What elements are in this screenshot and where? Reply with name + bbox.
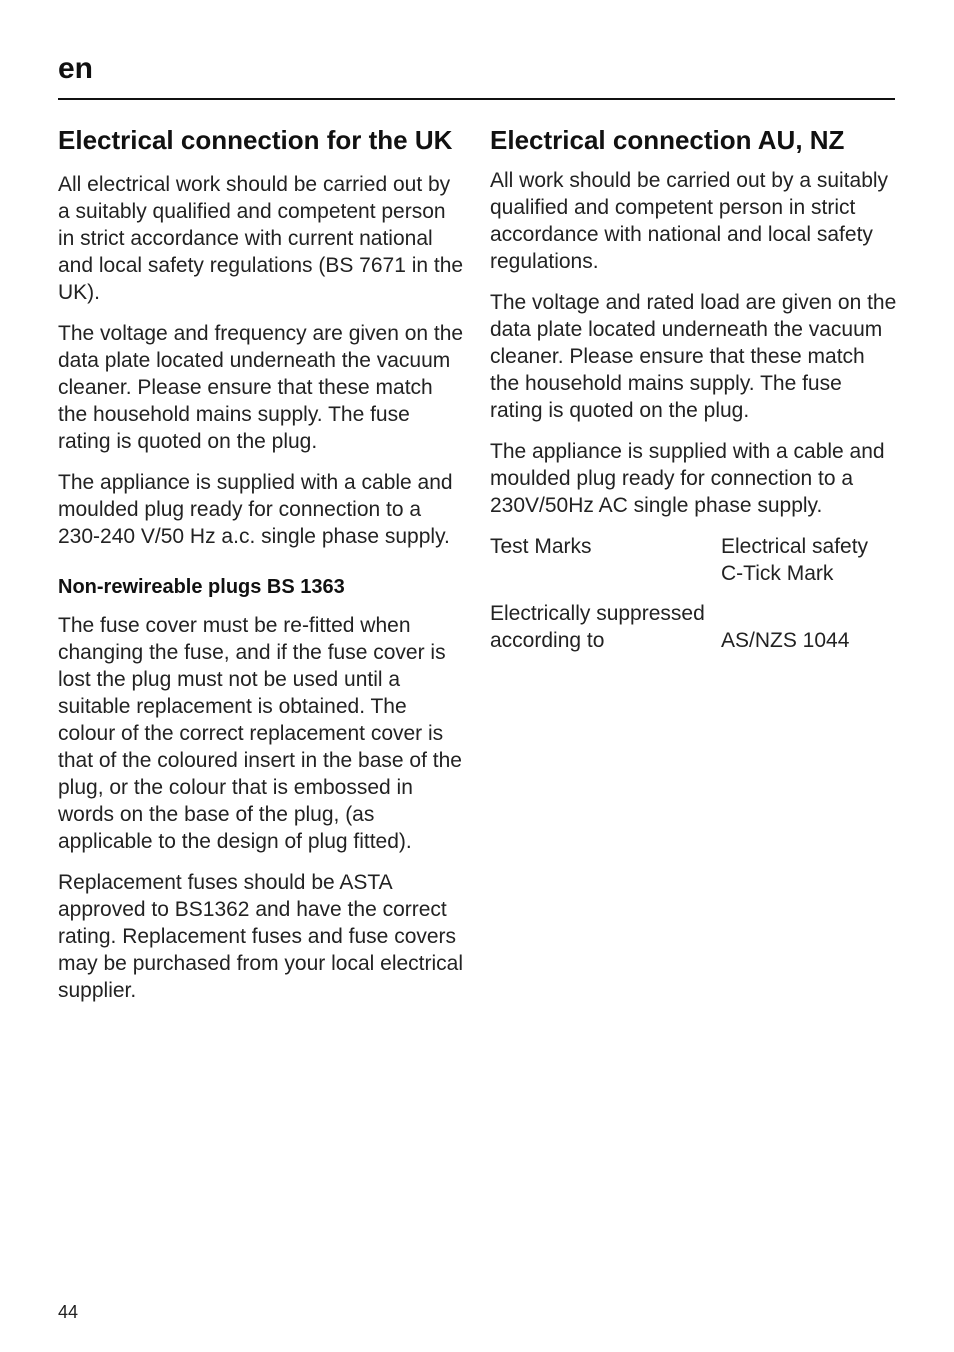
suppression-row [490, 600, 898, 654]
uk-section [58, 124, 466, 1018]
plugs-paragraph: Replacement fuses should be ASTA approved to BS1362 and have the correct rating. Replacement fuses and fuse covers may be purchased from your local electrical supplier. [58, 871, 464, 1002]
au-nz-section [490, 124, 898, 654]
uk-section-title: Electrical connection for the UK [58, 125, 453, 155]
suppression-line [490, 627, 898, 654]
uk-paragraph: The voltage and frequency are given on the data plate located underneath the vacuum cleaner. Please ensure that these match the household mains supply. The fuse rating is quoted on the plug. [58, 322, 464, 453]
test-marks-label: Test Marks [490, 535, 592, 558]
au-nz-section-title: Electrical connection AU, NZ [490, 125, 845, 155]
plugs-subheading: Non-rewireable plugs BS 1363 [58, 576, 345, 598]
test-marks-row [490, 533, 898, 587]
plugs-paragraph: The fuse cover must be re-fitted when changing the fuse, and if the fuse cover is lost the plug must not be used until a suitable replacement is obtained. The colour of the correct replacement cover is that of the coloured insert in the base of the plug, or the colour that is embossed in words on the base of the plug, (as applicable to the design of plug fitted). [58, 614, 462, 853]
uk-paragraph: The appliance is supplied with a cable and moulded plug ready for connection to a 230-240 V/50 Hz a.c. single phase supply. [58, 471, 453, 548]
au-nz-paragraph: The appliance is supplied with a cable and moulded plug ready for connection to a 230V/50Hz AC single phase supply. [490, 440, 885, 517]
suppression-label-line: according to [490, 629, 605, 652]
au-nz-paragraph: The voltage and rated load are given on the data plate located underneath the vacuum cleaner. Please ensure that these match the household mains supply. The fuse rating is quoted on the plug. [490, 291, 897, 422]
suppression-label-line: Electrically suppressed [490, 602, 705, 625]
test-marks-value-line: Electrical safety [721, 535, 869, 558]
header-rule [58, 98, 895, 100]
test-marks-value [721, 533, 898, 587]
page-number: 44 [58, 1302, 79, 1322]
uk-paragraph: All electrical work should be carried out by a suitably qualified and competent person in strict accordance with current national and local safety regulations (BS 7671 in the UK). [58, 173, 464, 304]
suppression-standard: AS/NZS 1044 [721, 629, 850, 652]
test-marks-value-line: C-Tick Mark [721, 562, 834, 585]
language-code: en [58, 52, 94, 85]
au-nz-paragraph: All work should be carried out by a suitably qualified and competent person in strict accordance with national and local safety regulations. [490, 169, 889, 273]
